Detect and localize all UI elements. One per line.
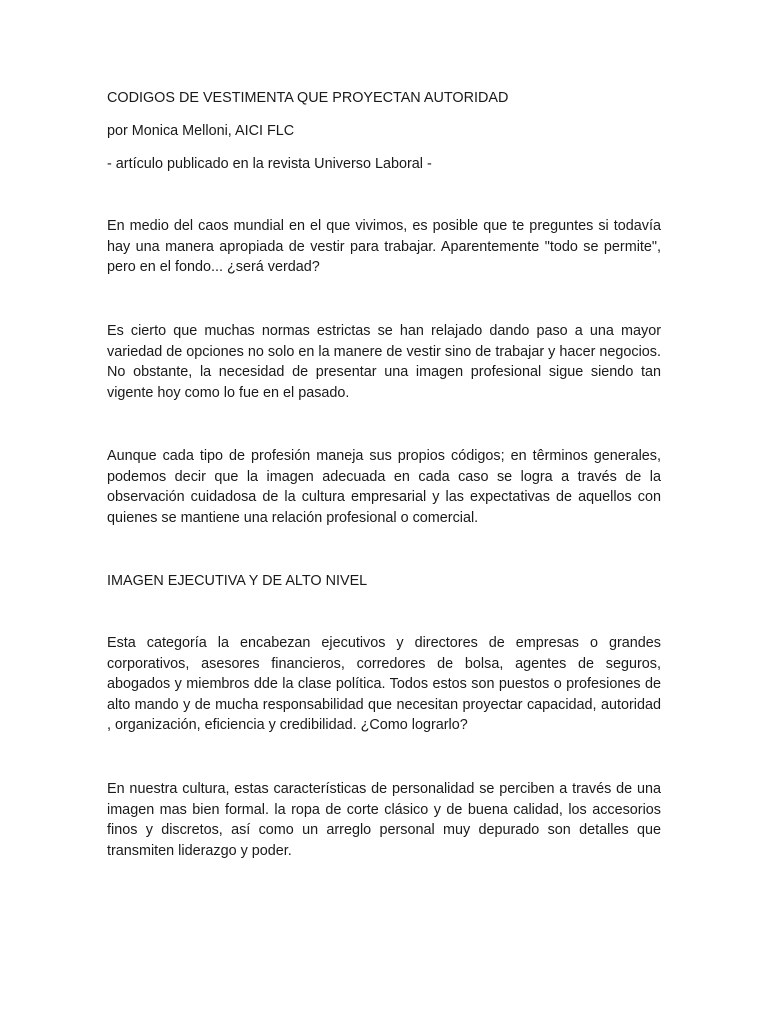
paragraph-intro: En medio del caos mundial en el que vivimos, es posible que te preguntes si todavía hay una manera apropiada de vestir para trabajar. Aparentemente "todo se permite", pero en el fondo... ¿será verdad? <box>107 218 661 275</box>
paragraph-culture: En nuestra cultura, estas características de personalidad se perciben a través de una imagen mas bien formal. la ropa de corte clásico y de buena calidad, los accesorios finos y discretos, así como un arreglo personal muy depurado son detalles que transmiten liderazgo y poder. <box>107 781 661 859</box>
source-note: - artículo publicado en la revista Universo Laboral - <box>107 156 432 172</box>
paragraph-executive: Esta categoría la encabezan ejecutivos y directores de empresas o grandes corporativos, asesores financieros, corredores de bolsa, agentes de seguros, abogados y miembros dde la clase política. Todos estos son puestos o profesiones de alto mando y de mucha responsabilidad que necesitan proyectar capacidad, autoridad , organización, eficiencia y credibilidad. ¿Como lograrlo? <box>107 635 661 733</box>
paragraph-norms: Es cierto que muchas normas estrictas se han relajado dando paso a una mayor variedad de opciones no solo en la manere de vestir sino de trabajar y hacer negocios. No obstante, la necesidad de presentar una imagen profesional sigue siendo tan vigente hoy como lo fue en el pasado. <box>107 323 661 401</box>
document-title: CODIGOS DE VESTIMENTA QUE PROYECTAN AUTORIDAD <box>107 90 509 106</box>
paragraph-codes: Aunque cada tipo de profesión maneja sus propios códigos; en têrminos generales, podemos decir que la imagen adecuada en cada caso se logra a través de la observación cuidadosa de la cultura empresarial y las expectativas de aquellos con quienes se mantiene una relación profesional o comercial. <box>107 448 661 526</box>
document-author: por Monica Melloni, AICI FLC <box>107 123 295 139</box>
section-heading: IMAGEN EJECUTIVA Y DE ALTO NIVEL <box>107 573 368 589</box>
